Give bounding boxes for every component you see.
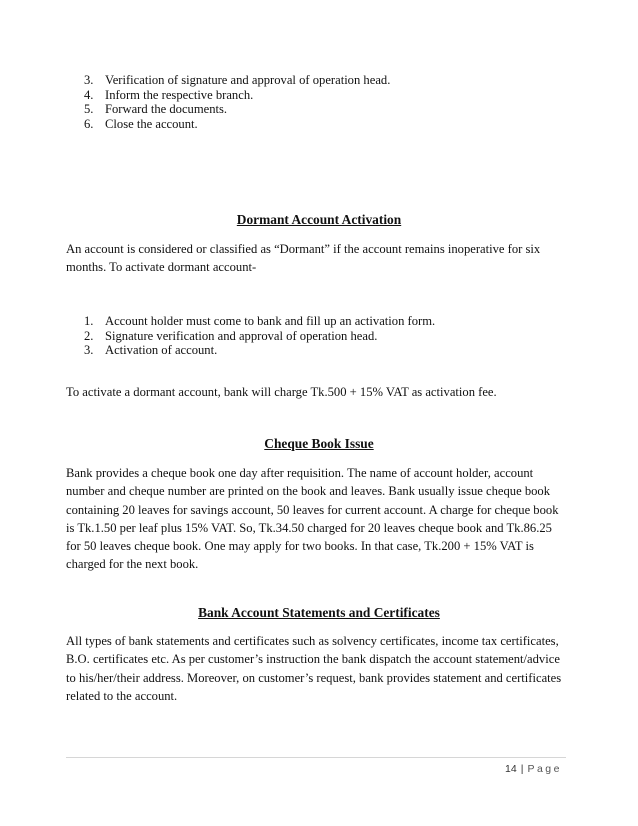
page-label: Page bbox=[527, 763, 562, 775]
list-number: 3. bbox=[84, 73, 94, 87]
activation-fee-text: To activate a dormant account, bank will charge Tk.500 + 15% VAT as activation fee. bbox=[66, 385, 497, 399]
list-number: 3. bbox=[84, 343, 94, 358]
activation-steps-list bbox=[84, 314, 435, 358]
dormant-intro: An account is considered or classified as “Dormant” if the account remains inoperative for six months. To activate dormant account- bbox=[66, 242, 541, 275]
cheque-heading: Cheque Book Issue bbox=[264, 436, 374, 451]
list-text: Activation of account. bbox=[105, 343, 218, 358]
list-text: Close the account. bbox=[105, 116, 198, 131]
page-footer bbox=[505, 763, 562, 775]
cheque-body: Bank provides a cheque book one day after requisition. The name of account holder, account number and cheque number are printed on the book and leaves. Bank usually issue cheque book containing 20 leaves for savings account, 50 leaves for current account. A charge for cheque book is Tk.1.50 per leaf plus 15% VAT. So, Tk.34.50 charged for 20 leaves cheque book and Tk.86.25 for 50 leaves cheque book. One may apply for two books. In that case, Tk.200 + 15% VAT is charged for the next book. bbox=[66, 466, 559, 572]
footer-separator: | bbox=[520, 763, 524, 775]
list-item bbox=[84, 343, 435, 358]
list-number: 6. bbox=[84, 116, 94, 131]
closing-steps-list bbox=[84, 73, 390, 131]
statements-heading: Bank Account Statements and Certificates bbox=[198, 605, 440, 620]
dormant-heading: Dormant Account Activation bbox=[236, 212, 402, 227]
list-text: Verification of signature and approval of operation head. bbox=[105, 73, 391, 87]
page-number: 14 bbox=[505, 763, 517, 775]
list-item bbox=[84, 314, 435, 329]
list-number: 2. bbox=[84, 328, 94, 343]
list-item bbox=[84, 88, 390, 103]
list-item bbox=[84, 117, 390, 132]
footer-divider bbox=[66, 757, 566, 758]
list-text: Forward the documents. bbox=[105, 102, 228, 117]
statements-body: All types of bank statements and certificates such as solvency certificates, income tax certificates, B.O. certificates etc. As per customer’s instruction the bank dispatch the account statement/advice to his/her/their address. Moreover, on customer’s request, bank provides statement and certificates related to the account. bbox=[66, 634, 562, 703]
list-number: 4. bbox=[84, 87, 94, 102]
list-text: Inform the respective branch. bbox=[105, 87, 254, 102]
list-number: 5. bbox=[84, 102, 94, 117]
list-text: Account holder must come to bank and fill up an activation form. bbox=[105, 314, 436, 328]
list-number: 1. bbox=[84, 314, 94, 328]
list-item bbox=[84, 73, 390, 88]
list-item bbox=[84, 102, 390, 117]
list-text: Signature verification and approval of operation head. bbox=[105, 328, 378, 343]
list-item bbox=[84, 329, 435, 344]
